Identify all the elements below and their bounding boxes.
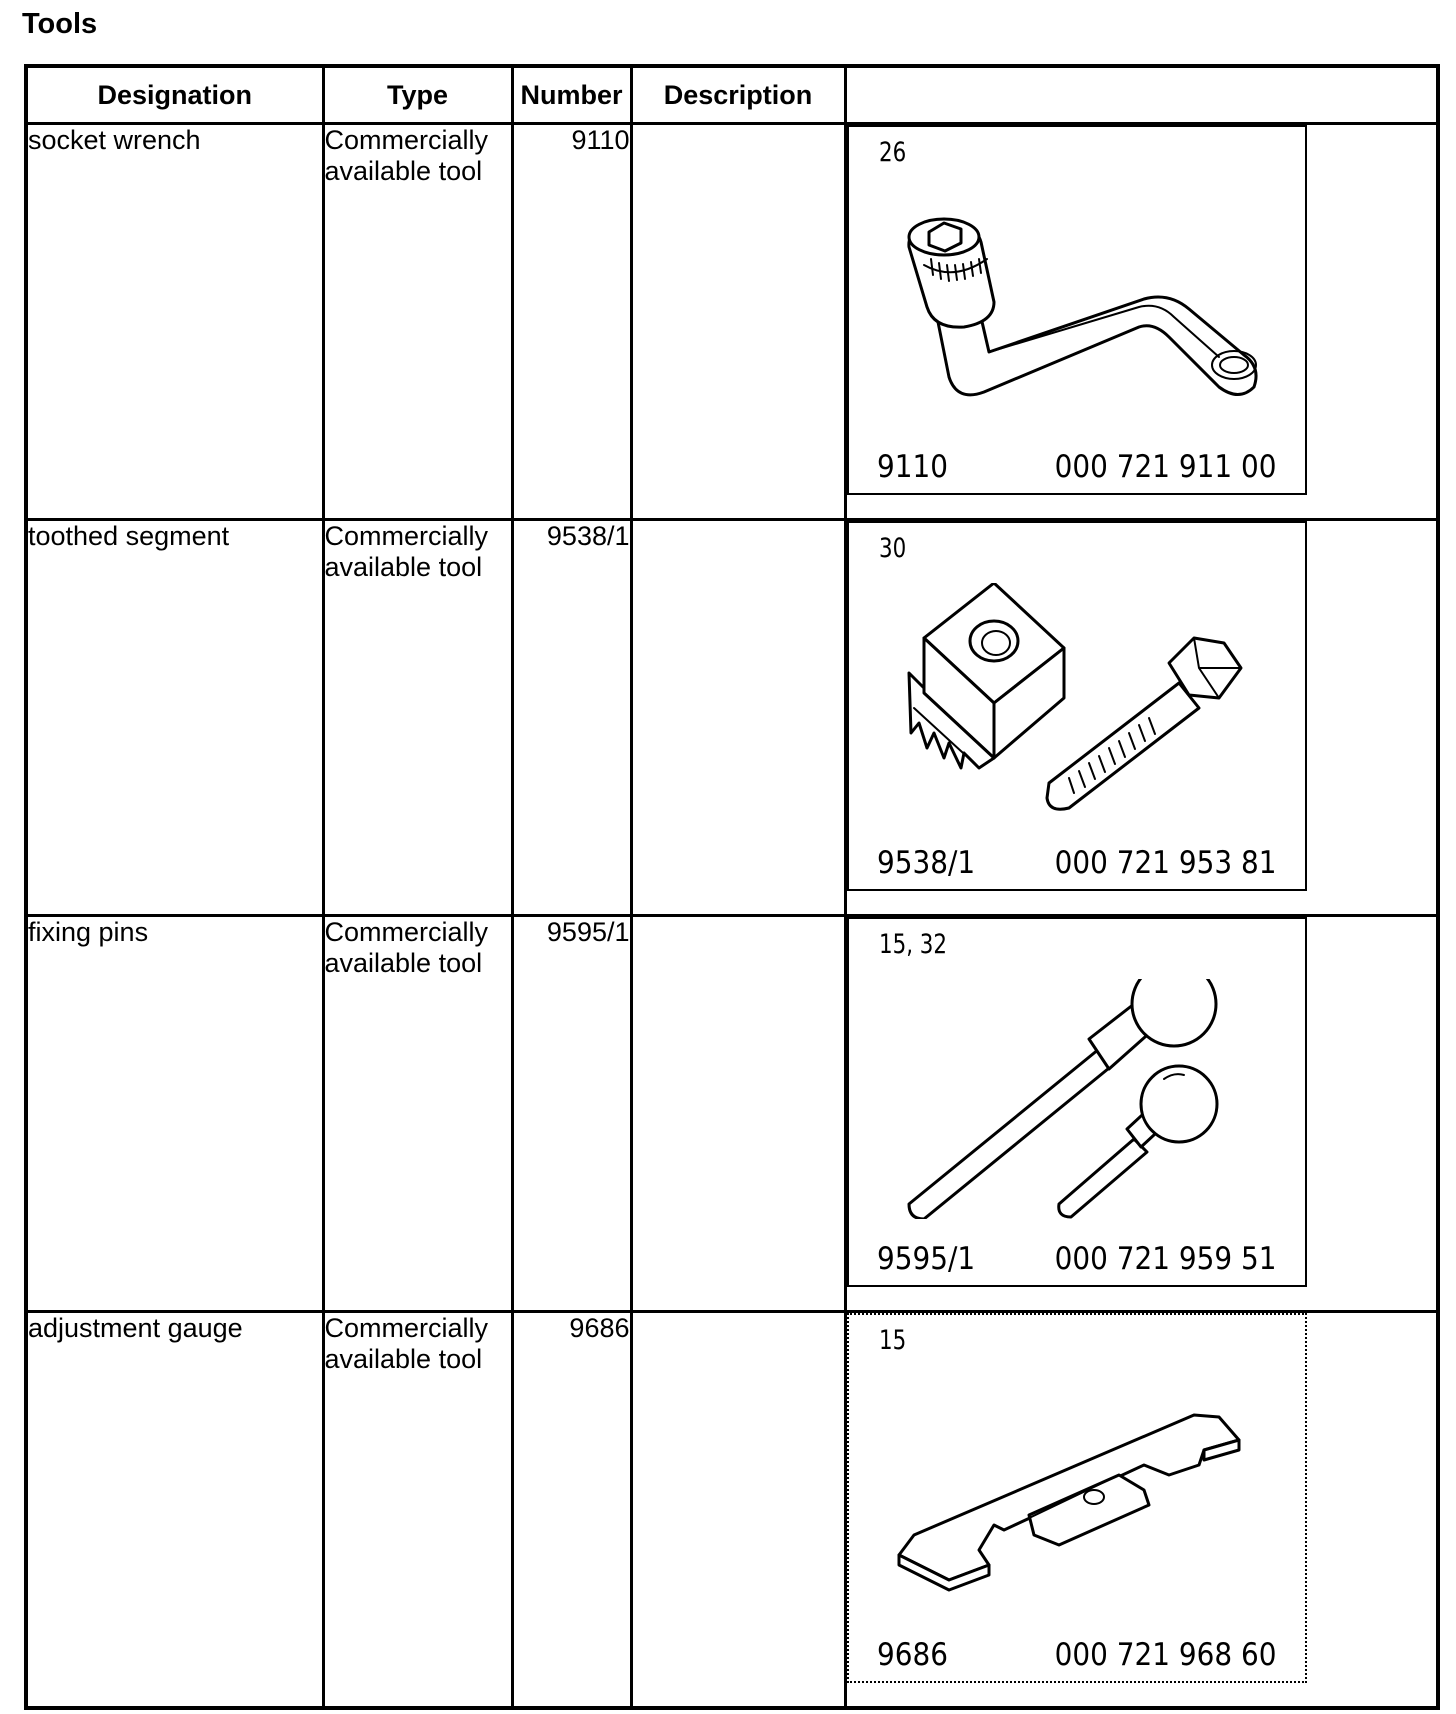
card-part-number: 000 721 953 81 bbox=[1054, 845, 1277, 881]
header-image bbox=[845, 66, 1438, 124]
cell-description bbox=[631, 1312, 845, 1709]
cell-number: 9686 bbox=[512, 1312, 631, 1709]
fixing-pins-icon bbox=[869, 979, 1289, 1219]
card-part-number: 000 721 911 00 bbox=[1054, 449, 1277, 485]
socket-wrench-icon bbox=[869, 187, 1289, 427]
cell-description bbox=[631, 124, 845, 520]
cell-type: Commercially available tool bbox=[323, 520, 512, 916]
header-description: Description bbox=[631, 66, 845, 124]
card-part-number: 000 721 959 51 bbox=[1054, 1241, 1277, 1277]
table-row bbox=[26, 1312, 1438, 1709]
cell-number: 9538/1 bbox=[512, 520, 631, 916]
card-reference: 15, 32 bbox=[878, 929, 947, 960]
cell-number: 9595/1 bbox=[512, 916, 631, 1312]
header-type: Type bbox=[323, 66, 512, 124]
card-tool-number: 9538/1 bbox=[876, 845, 975, 881]
adjustment-gauge-icon bbox=[869, 1375, 1289, 1615]
page-title: Tools bbox=[22, 8, 98, 40]
cell-designation: adjustment gauge bbox=[26, 1312, 323, 1709]
table-row bbox=[26, 916, 1438, 1312]
header-number: Number bbox=[512, 66, 631, 124]
cell-type: Commercially available tool bbox=[323, 916, 512, 1312]
tool-card bbox=[847, 917, 1307, 1287]
cell-designation: toothed segment bbox=[26, 520, 323, 916]
cell-description bbox=[631, 520, 845, 916]
tool-card bbox=[847, 521, 1307, 891]
cell-image bbox=[845, 124, 1438, 520]
tool-card bbox=[847, 125, 1307, 495]
card-tool-number: 9595/1 bbox=[876, 1241, 975, 1277]
card-reference: 15 bbox=[878, 1325, 906, 1356]
cell-type: Commercially available tool bbox=[323, 1312, 512, 1709]
cell-type: Commercially available tool bbox=[323, 124, 512, 520]
cell-image bbox=[845, 520, 1438, 916]
tool-card bbox=[847, 1313, 1307, 1683]
table-row bbox=[26, 520, 1438, 916]
cell-image bbox=[845, 1312, 1438, 1709]
cell-designation: socket wrench bbox=[26, 124, 323, 520]
card-tool-number: 9686 bbox=[876, 1637, 948, 1673]
cell-number: 9110 bbox=[512, 124, 631, 520]
cell-designation: fixing pins bbox=[26, 916, 323, 1312]
toothed-segment-icon bbox=[869, 583, 1289, 823]
card-part-number: 000 721 968 60 bbox=[1054, 1637, 1277, 1673]
card-tool-number: 9110 bbox=[876, 449, 948, 485]
table-header-row bbox=[26, 66, 1438, 124]
header-designation: Designation bbox=[26, 66, 323, 124]
cell-description bbox=[631, 916, 845, 1312]
cell-image bbox=[845, 916, 1438, 1312]
card-reference: 30 bbox=[878, 533, 906, 564]
card-reference: 26 bbox=[878, 137, 906, 168]
tools-table bbox=[24, 64, 1440, 1710]
table-row bbox=[26, 124, 1438, 520]
